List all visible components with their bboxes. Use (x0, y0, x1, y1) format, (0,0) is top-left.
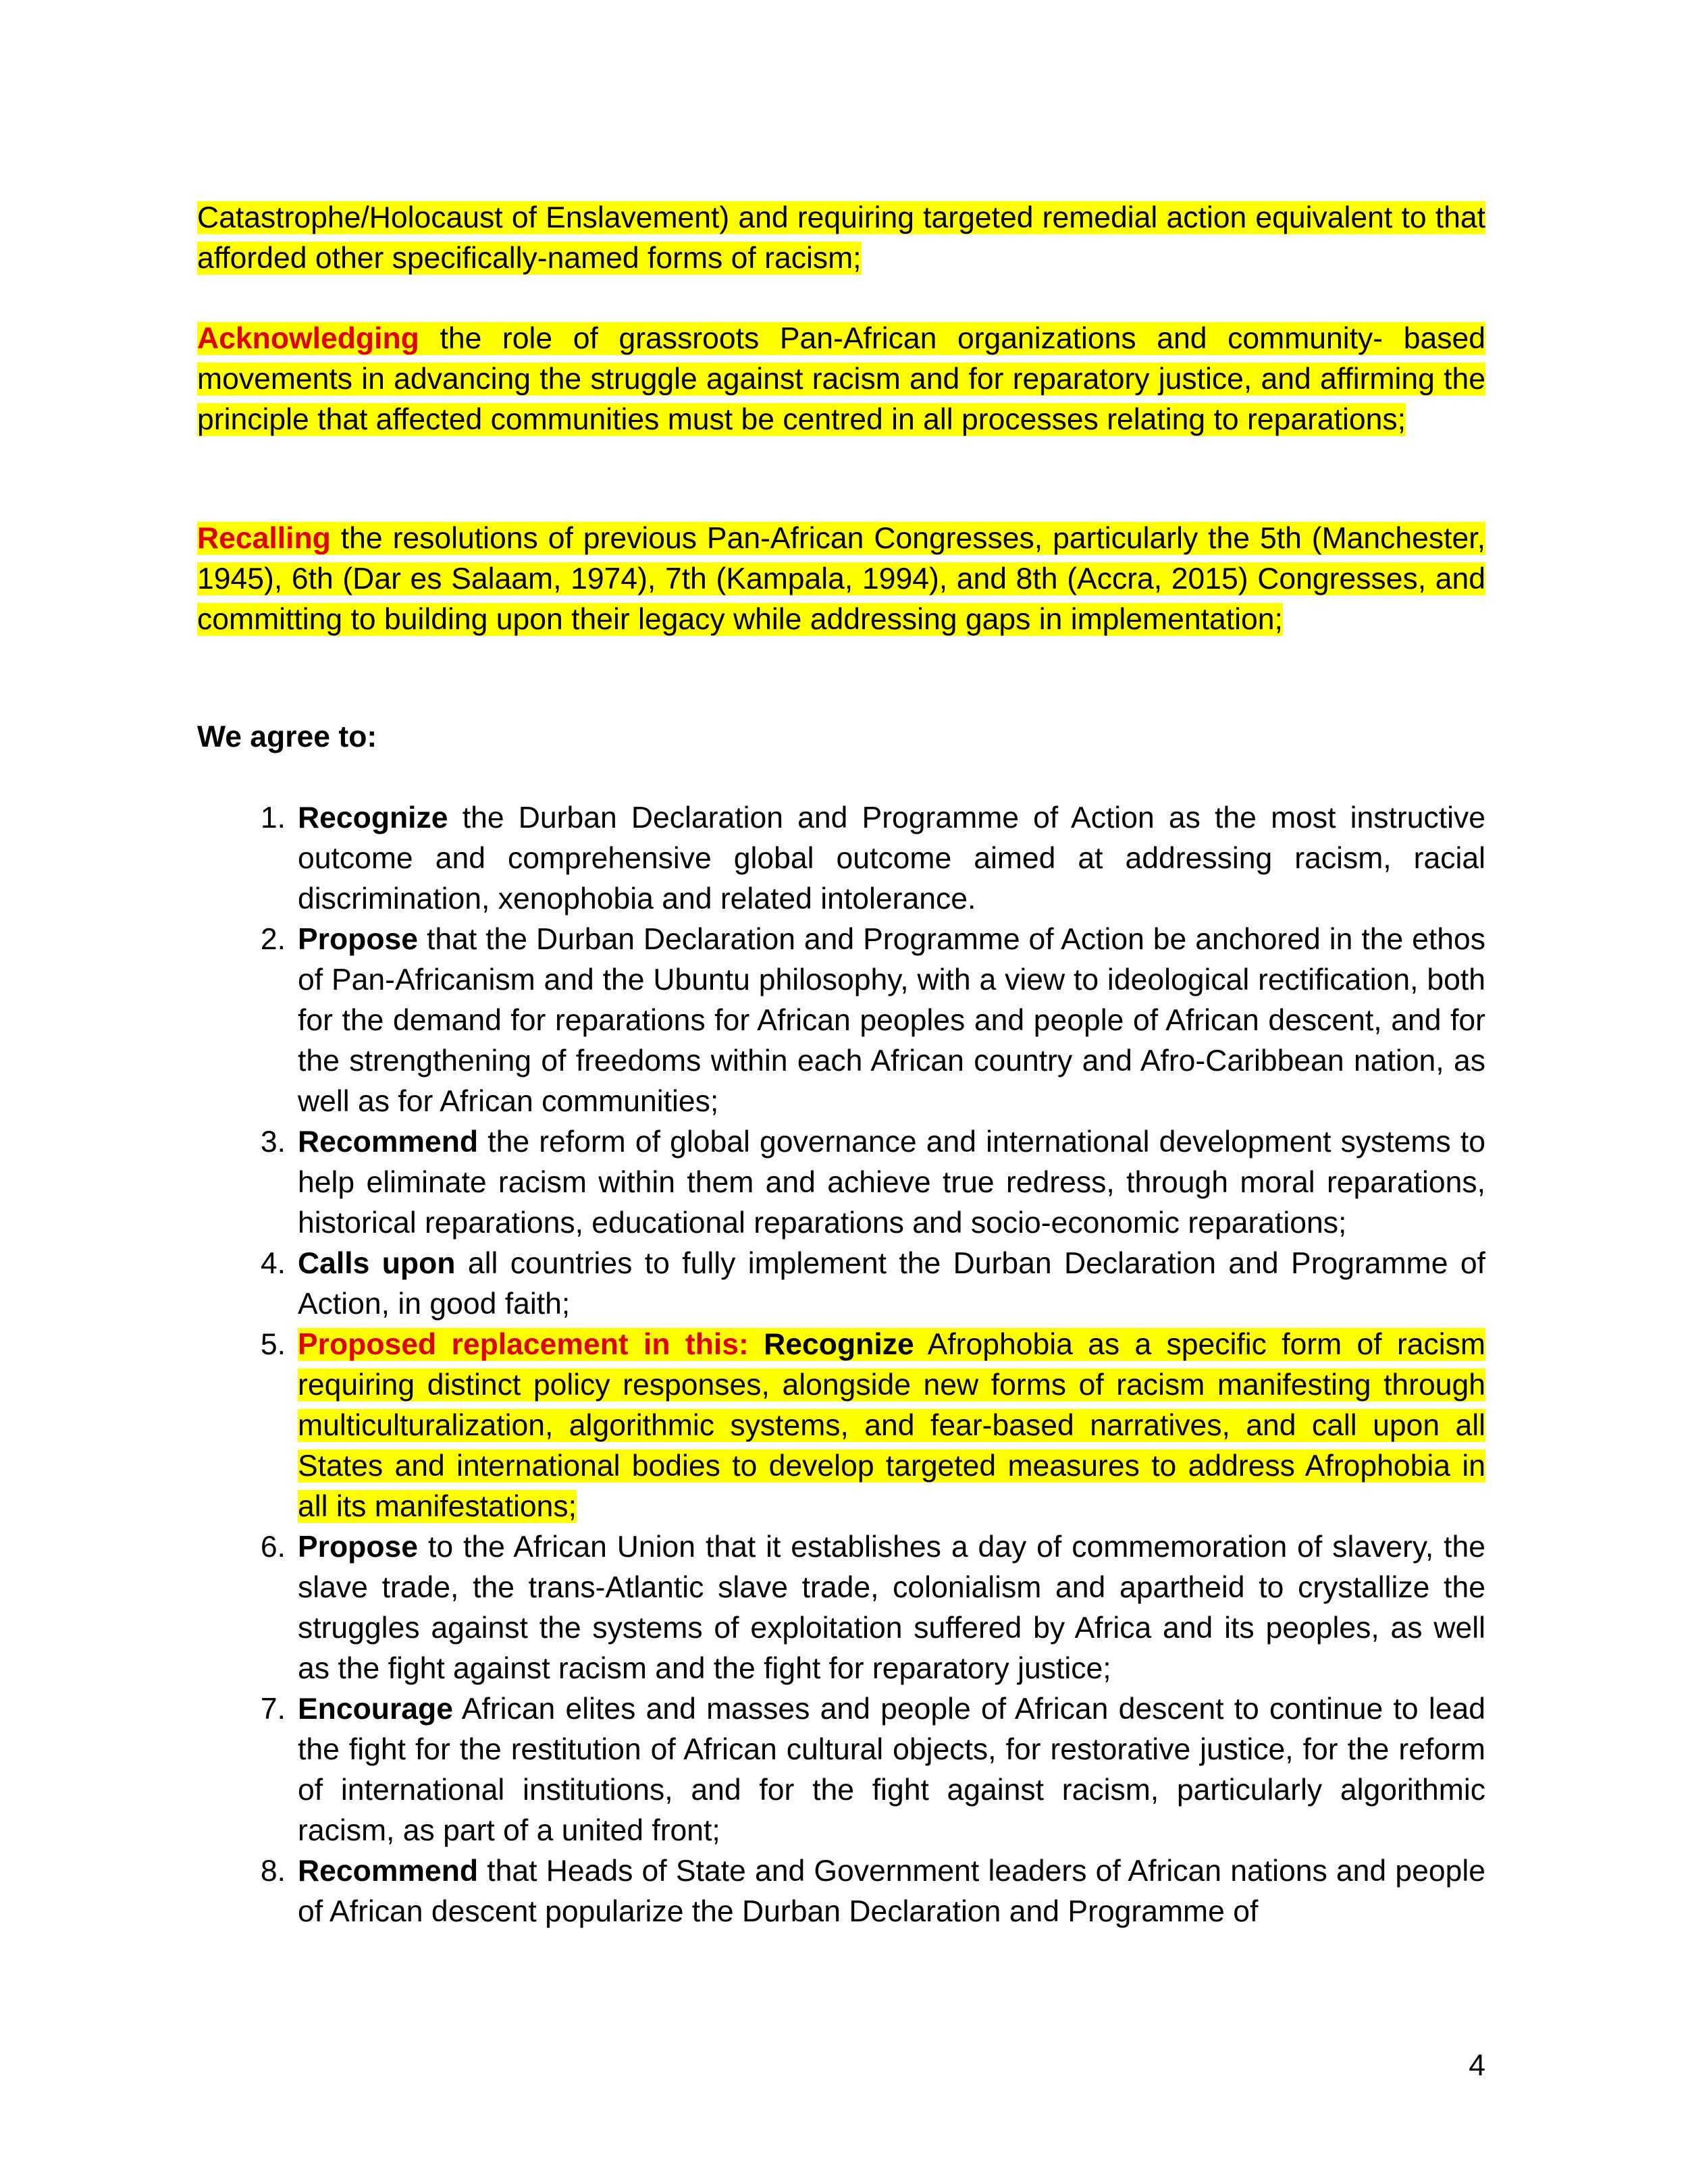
list-item (260, 798, 1485, 920)
item-number: 5. (260, 1328, 286, 1361)
list-item (260, 1122, 1485, 1244)
item-text: Afrophobia as a specific form of racism requiring distinct policy responses, alongside new forms of racism manifesting through multiculturalization, algorithmic systems, and fear-based narratives, and call upon all States and international bodies to develop targeted measures to address Afrophobia in all its manifestations; (298, 1328, 1485, 1523)
list-item (260, 920, 1485, 1122)
item-verb: Recommend (298, 1855, 479, 1888)
page-number: 4 (1469, 2049, 1485, 2082)
item-verb: Recommend (298, 1125, 479, 1158)
item-verb: Encourage (298, 1693, 453, 1726)
list-item (260, 1244, 1485, 1325)
item-text: the Durban Declaration and Programme of Action as the most instructive outcome and comprehensive global outcome aimed at addressing racism, racial discrimination, xenophobia and related intolerance. (298, 801, 1485, 915)
highlighted-text: Catastrophe/Holocaust of Enslavement) and requiring targeted remedial action equivalent to that afforded other specifically-named forms of racism; (197, 201, 1485, 275)
list-item (260, 1689, 1485, 1851)
lead-word-acknowledging: Acknowledging (197, 322, 419, 355)
item-text: the reform of global governance and international development systems to help eliminate racism within them and achieve true redress, through moral reparations, historical reparations, educational reparations and socio-economic reparations; (298, 1125, 1485, 1240)
list-item (260, 1527, 1485, 1689)
item-number: 6. (260, 1530, 286, 1564)
item-text: that the Durban Declaration and Programme of Action be anchored in the ethos of Pan-Africanism and the Ubuntu philosophy, with a view to ideological rectification, both for the demand for reparations for African peoples and people of African descent, and for the strengthening of freedoms within each African country and Afro-Caribbean nation, as well as for African communities; (298, 923, 1485, 1118)
item-text: all countries to fully implement the Durban Declaration and Programme of Action, in good faith; (298, 1247, 1485, 1321)
item-number: 7. (260, 1693, 286, 1726)
section-heading: We agree to: (197, 720, 377, 753)
paragraph-acknowledging (197, 319, 1485, 440)
item-verb: Recognize (764, 1328, 914, 1361)
item-text: African elites and masses and people of African descent to continue to lead the fight for the restitution of African cultural objects, for restorative justice, for the reform of international institutions, and for the fight against racism, particularly algorithmic racism, as part of a united front; (298, 1693, 1485, 1847)
list-item (260, 1851, 1485, 1932)
lead-word-recalling: Recalling (197, 522, 331, 555)
item-number: 3. (260, 1125, 286, 1158)
highlighted-text (197, 322, 1485, 436)
item-verb: Calls upon (298, 1247, 456, 1280)
item-verb: Propose (298, 1530, 419, 1564)
item-verb: Propose (298, 923, 419, 956)
item-number: 1. (260, 801, 286, 834)
paragraph-recalling (197, 518, 1485, 640)
replacement-note: Proposed replacement in this: (298, 1328, 749, 1361)
item-text: to the African Union that it establishes a day of commemoration of slavery, the slave trade, the trans-Atlantic slave trade, colonialism and apartheid to crystallize the struggles against the systems of exploitation suffered by Africa and its peoples, as well as the fight against racism and the fight for reparatory justice; (298, 1530, 1485, 1685)
list-item-highlighted (260, 1325, 1485, 1527)
paragraph-enslavement (197, 198, 1485, 279)
item-number: 2. (260, 923, 286, 956)
item-verb: Recognize (298, 801, 448, 834)
highlighted-text (298, 1328, 1485, 1523)
item-number: 4. (260, 1247, 286, 1280)
agreement-list (260, 798, 1485, 1932)
paragraph-body: the role of grassroots Pan-African organizations and community- based movements in advancing the struggle against racism and for reparatory justice, and affirming the principle that affected communities must be centred in all processes relating to reparations; (197, 322, 1485, 436)
item-text: that Heads of State and Government leaders of African nations and people of African descent popularize the Durban Declaration and Programme of (298, 1855, 1485, 1928)
highlighted-text (197, 522, 1485, 636)
item-number: 8. (260, 1855, 286, 1888)
paragraph-body: the resolutions of previous Pan-African Congresses, particularly the 5th (Manchester, 1945), 6th (Dar es Salaam, 1974), 7th (Kampala, 1994), and 8th (Accra, 2015) Congresses, and committing to building upon their legacy while addressing gaps in implementation; (197, 522, 1485, 636)
